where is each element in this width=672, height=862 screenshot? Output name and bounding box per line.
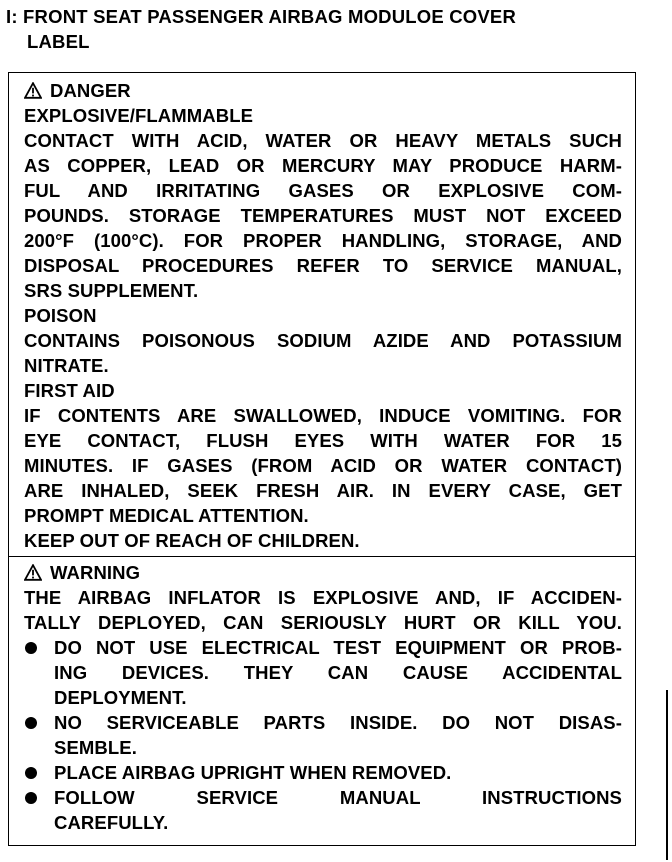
warning-triangle-icon xyxy=(24,564,42,581)
bullet-line: ING DEVICES. THEY CAN CAUSE ACCIDENTAL xyxy=(54,662,622,683)
danger-title: DANGER xyxy=(50,80,131,101)
explosive-line: FUL AND IRRITATING GASES OR EXPLOSIVE COM- xyxy=(24,180,622,201)
poison-line: NITRATE. xyxy=(24,355,109,376)
first-aid-line: PROMPT MEDICAL ATTENTION. xyxy=(24,505,309,526)
explosive-line: AS COPPER, LEAD OR MERCURY MAY PRODUCE HARM- xyxy=(24,155,622,176)
section-divider xyxy=(9,556,635,557)
bullet-text xyxy=(54,635,622,710)
heading-line-1: I: FRONT SEAT PASSENGER AIRBAG MODULOE COVER xyxy=(6,6,517,27)
first-aid-line: IF CONTENTS ARE SWALLOWED, INDUCE VOMITING. FOR xyxy=(24,405,622,426)
first-aid-line: EYE CONTACT, FLUSH EYES WITH WATER FOR 15 xyxy=(24,430,622,451)
warning-title: WARNING xyxy=(50,562,141,583)
poison-line: CONTAINS POISONOUS SODIUM AZIDE AND POTASSIUM xyxy=(24,330,622,351)
danger-title-row xyxy=(24,78,622,103)
warning-title-row xyxy=(24,560,622,585)
heading-line-2: LABEL xyxy=(27,31,90,52)
scan-edge-mark xyxy=(666,690,668,860)
bullet-dot-icon xyxy=(24,710,54,729)
bullet-dot-icon xyxy=(24,635,54,654)
bullet-item xyxy=(24,710,622,760)
bullet-line: SEMBLE. xyxy=(54,737,137,758)
danger-section xyxy=(24,78,622,553)
explosive-heading: EXPLOSIVE/FLAMMABLE xyxy=(24,105,254,126)
bullet-line: DO NOT USE ELECTRICAL TEST EQUIPMENT OR PROB- xyxy=(54,637,622,658)
bullet-dot-icon xyxy=(24,760,54,779)
bullet-line: CAREFULLY. xyxy=(54,812,169,833)
poison-heading: POISON xyxy=(24,305,97,326)
bullet-item xyxy=(24,785,622,835)
warning-section xyxy=(24,560,622,835)
bullet-text xyxy=(54,710,622,760)
bullet-text xyxy=(54,760,622,785)
first-aid-heading: FIRST AID xyxy=(24,380,115,401)
bullet-line: FOLLOW SERVICE MANUAL INSTRUCTIONS xyxy=(54,787,622,808)
explosive-line: CONTACT WITH ACID, WATER OR HEAVY METALS SUCH xyxy=(24,130,622,151)
bullet-line: DEPLOYMENT. xyxy=(54,687,187,708)
bullet-line: NO SERVICEABLE PARTS INSIDE. DO NOT DISAS- xyxy=(54,712,622,733)
warning-triangle-icon xyxy=(24,82,42,99)
explosive-line: SRS SUPPLEMENT. xyxy=(24,280,199,301)
bullet-line: PLACE AIRBAG UPRIGHT WHEN REMOVED. xyxy=(54,762,452,783)
warning-line: THE AIRBAG INFLATOR IS EXPLOSIVE AND, IF ACCIDEN- xyxy=(24,587,622,608)
page-heading xyxy=(6,4,606,54)
explosive-line: DISPOSAL PROCEDURES REFER TO SERVICE MANUAL, xyxy=(24,255,622,276)
explosive-line: 200°F (100°C). FOR PROPER HANDLING, STORAGE, AND xyxy=(24,230,622,251)
bullet-text xyxy=(54,785,622,835)
bullet-dot-icon xyxy=(24,785,54,804)
first-aid-line: ARE INHALED, SEEK FRESH AIR. IN EVERY CASE, GET xyxy=(24,480,622,501)
first-aid-line: MINUTES. IF GASES (FROM ACID OR WATER CONTACT) xyxy=(24,455,622,476)
keep-out-notice: KEEP OUT OF REACH OF CHILDREN. xyxy=(24,530,360,551)
explosive-line: POUNDS. STORAGE TEMPERATURES MUST NOT EXCEED xyxy=(24,205,622,226)
airbag-cover-label xyxy=(8,72,636,846)
bullet-item xyxy=(24,635,622,710)
bullet-item xyxy=(24,760,622,785)
warning-line: TALLY DEPLOYED, CAN SERIOUSLY HURT OR KILL YOU. xyxy=(24,612,622,633)
